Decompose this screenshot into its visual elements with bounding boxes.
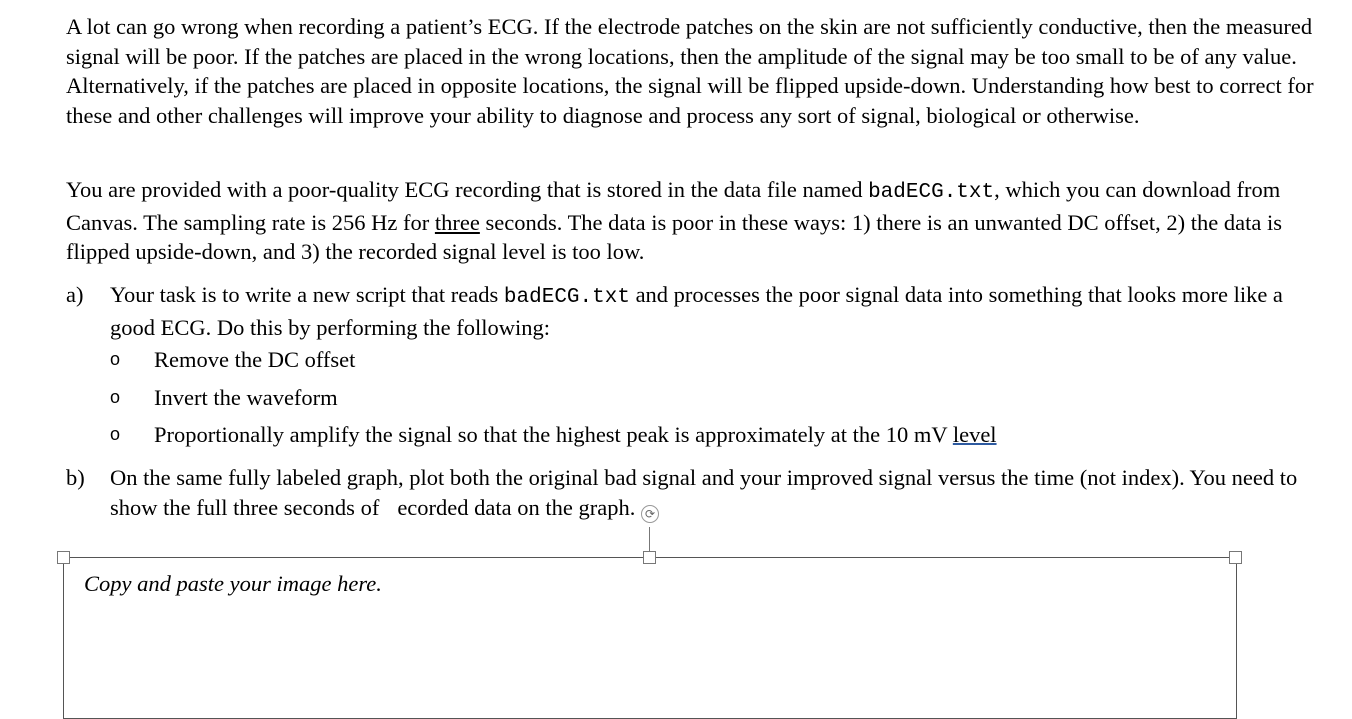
task-b-label: b) (66, 465, 85, 490)
task-a-label: a) (66, 282, 84, 307)
bullet-text: Invert the waveform (154, 385, 338, 410)
data-text-1: You are provided with a poor-quality ECG recording that is stored in the data file named (66, 177, 869, 202)
task-a-filename: badECG.txt (503, 286, 630, 309)
data-text-2: , which you can download from Canvas. The sampling rate is 256 Hz for (66, 177, 1281, 235)
resize-handle-top-left[interactable] (57, 551, 70, 564)
bullet-mark: o (110, 349, 121, 369)
resize-handle-top-center[interactable] (643, 551, 656, 564)
bullet-mark: o (110, 387, 121, 407)
data-text-3: seconds. The data is poor in these ways: 1) there is an unwanted DC offset, 2) the data is flipped upside-down, and 3) the recorded signal level is too low. (66, 209, 1282, 264)
task-b-text-2: ecorded data on the graph. (397, 494, 636, 520)
bullet-text-main: Proportionally amplify the signal so that the highest peak is approximately at the 10 mV (154, 422, 953, 447)
task-a-text (110, 280, 1328, 342)
task-b-text (110, 463, 1328, 522)
bullet-mark: o (110, 424, 121, 444)
task-a-text-2: and processes the poor signal data into something that looks more like a good ECG. Do this by performing the following: (110, 282, 1283, 340)
bullet-text: Remove the DC offset (154, 347, 356, 372)
data-paragraph (66, 175, 1328, 267)
task-b-text-1: On the same fully labeled graph, plot both the original bad signal and your improved signal versus the time (not index). You need to show the full three seconds of (110, 465, 1298, 520)
intro-paragraph (66, 12, 1328, 130)
textbox-placeholder[interactable]: Copy and paste your image here. (84, 571, 382, 596)
rotate-handle-icon[interactable]: ⟳ (641, 505, 659, 523)
level-link[interactable]: level (952, 422, 997, 447)
resize-handle-top-right[interactable] (1229, 551, 1242, 564)
intro-text: A lot can go wrong when recording a patient’s ECG. If the electrode patches on the skin are not sufficiently conductive, then the measured signal will be poor. If the patches are placed in the wrong locations, then the amplitude of the signal may be too small to be of any value. Alternatively, if the patches are placed in opposite locations, the signal will be flipped upside-down. Understanding how best to correct for these and other challenges will improve your ability to diagnose and process any sort of signal, biological or otherwise. (66, 14, 1314, 128)
task-a-text-1: Your task is to write a new script that reads (110, 282, 504, 307)
underlined-three: three (434, 209, 480, 235)
filename-code: badECG.txt (868, 181, 995, 204)
rotation-stem (649, 527, 650, 551)
task-a (66, 280, 1328, 340)
bullet-text (154, 420, 997, 450)
task-b (66, 463, 1328, 523)
